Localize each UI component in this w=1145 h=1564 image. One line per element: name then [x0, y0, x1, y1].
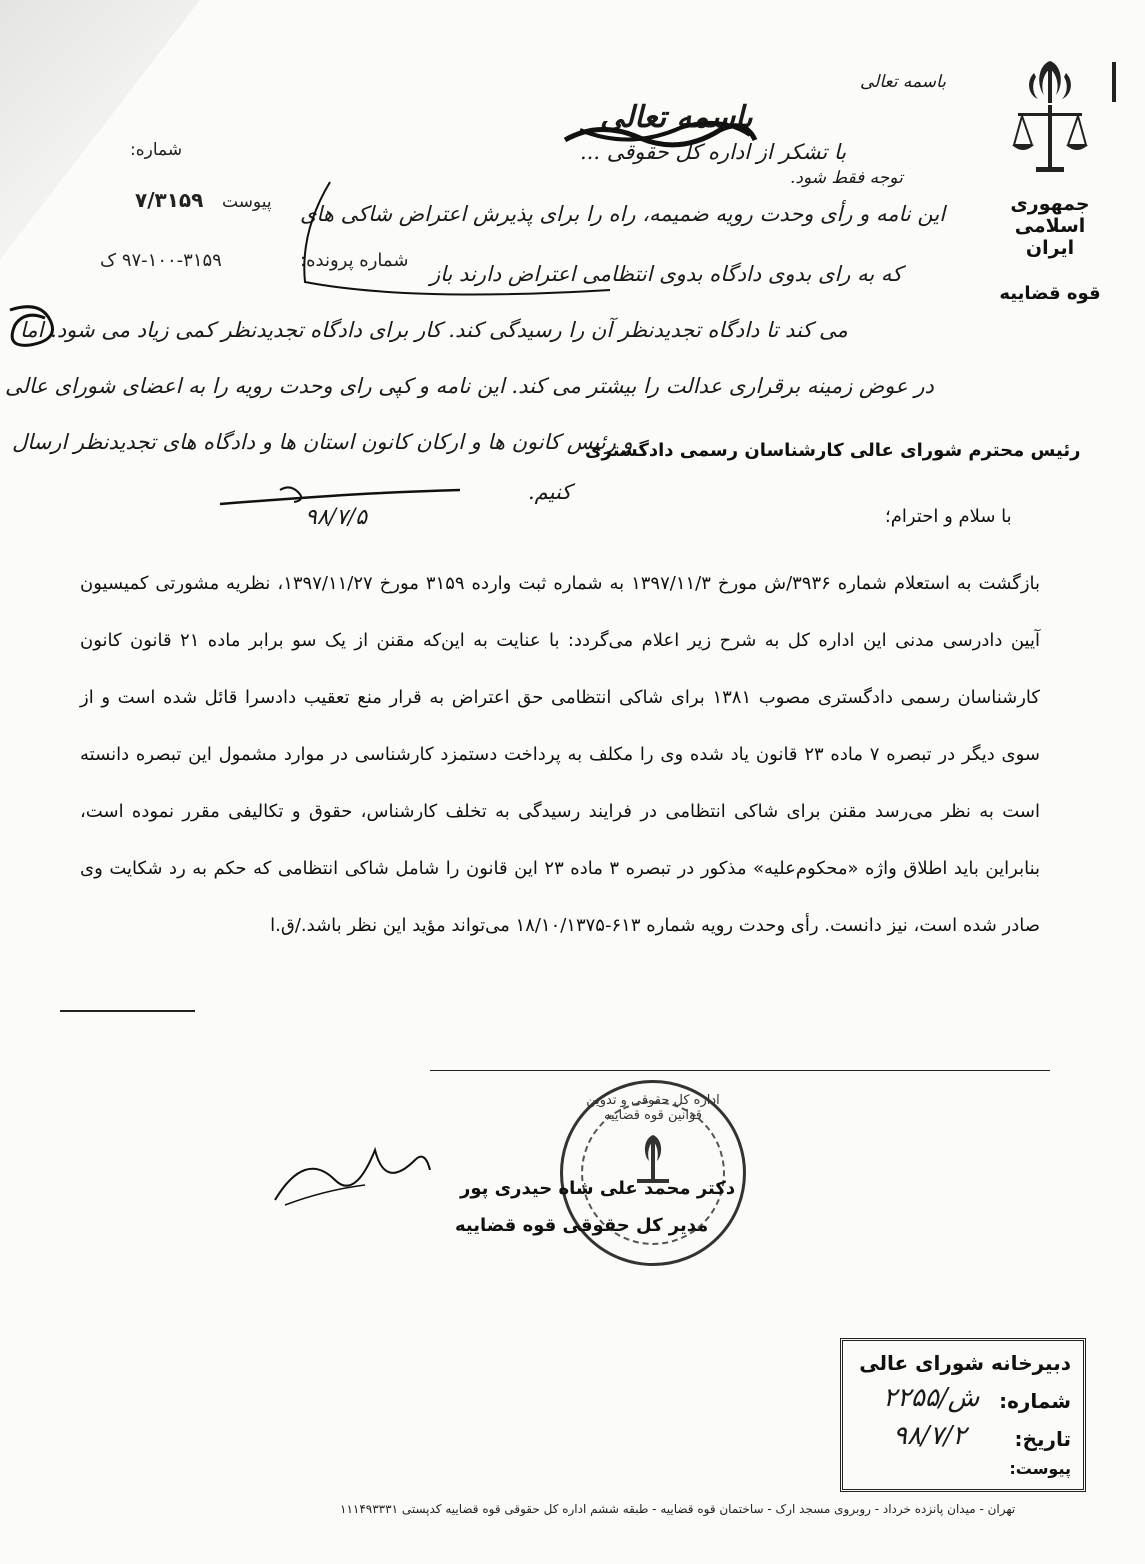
- greeting: با سلام و احترام؛: [885, 506, 1012, 527]
- handwritten-line-2: این نامه و رأی وحدت رویه ضمیمه، راه را برای پذیرش اعتراض شاکی های: [300, 202, 946, 226]
- org-name: قوه قضاییه: [999, 283, 1101, 304]
- handwritten-line-6: و رئیس کانون ها و ارکان کانون استان ها و دادگاه های تجدیدنظر ارسال: [12, 430, 633, 454]
- underline-mark: [60, 1010, 195, 1012]
- body-paragraph: بازگشت به استعلام شماره ۳۹۳۶/ش مورخ ۱۳۹۷/۱۱/۳ به شماره ثبت وارده ۳۱۵۹ مورخ ۱۳۹۷/۱۱/۲۷، نظریه مشورتی کمیسیون آیین دادرسی مدنی این اداره کل به شرح زیر اعلام می‌گردد: با عنایت به این‌که مقنن از یک سو برابر ماده ۲۱ قانون کانون کارشناسان رسمی دادگستری مصوب ۱۳۸۱ برای شاکی انتظامی حق اعتراض به قرار منع تعقیب دادسرا قائل شده است و از سوی دیگر در تبصره ۷ ماده ۲۳ قانون یاد شده وی را مکلف به پرداخت دستمزد کارشناسی در موارد مشمول این تبصره دانسته است به نظر می‌رسد مقنن برای شاکی انتظامی در فرایند رسیدگی به تخلف کارشناس، حقوق و تکالیفی مقرر نموده است، بنابراین باید اطلاق واژه «محکوم‌علیه» مذکور در تبصره ۳ ماده ۲۳ این قانون را شامل شاکی انتظامی که حکم به رد شکایت وی صادر شده است، نیز دانست. رأی وحدت رویه شماره ۶۱۳-۱۸/۱۰/۱۳۷۵ می‌تواند مؤید این نظر باشد./ق.ا: [80, 573, 1041, 936]
- case-number-value: ۹۷-۱۰۰-۳۱۵۹ ک: [100, 250, 222, 271]
- registry-heading: دبیرخانه شورای عالی: [859, 1351, 1071, 1375]
- signer-title: مدیر کل حقوقی قوه قضاییه: [455, 1215, 709, 1236]
- handwritten-heading: باسمه تعالی: [600, 100, 753, 135]
- footer-address: تهران - میدان پانزده خرداد - روبروی مسجد ارک - ساختمان قوه قضاییه - طبقه ششم اداره کل حقوقی قوه قضاییه کدپستی ۱۱۱۴۹۳۳۳۱: [340, 1502, 1016, 1516]
- body-text: [80, 555, 1040, 954]
- handwritten-invocation: باسمه تعالی: [860, 72, 946, 92]
- crossed-out-scribble: [560, 110, 760, 170]
- handwritten-date: ۹۸/۷/۵: [305, 505, 368, 530]
- handwritten-thanks: با تشکر از اداره کل حقوقی ...: [580, 140, 847, 164]
- official-stamp: [560, 1080, 746, 1266]
- registry-number-label: شماره:: [999, 1389, 1071, 1413]
- side-mark: [1112, 62, 1116, 102]
- addressee: رئیس محترم شورای عالی کارشناسان رسمی دادگستری: [585, 440, 1081, 461]
- registry-stamp: [840, 1338, 1086, 1492]
- registry-attachment-label: پیوست:: [1009, 1459, 1071, 1478]
- registry-date-value: ۹۸/۷/۲: [893, 1421, 967, 1451]
- handwritten-line-3: که به رای بدوی دادگاه بدوی انتظامی اعتراض دارند باز: [430, 262, 903, 286]
- stamp-text: اداره کل حقوقی و تدوین قوانین قوه قضاییه: [586, 1093, 720, 1123]
- folded-corner: [0, 0, 200, 260]
- handwritten-line-4: می کند تا دادگاه تجدیدنظر آن را رسیدگی کند. کار برای دادگاه تجدیدنظر کمی زیاد می شود. اما: [20, 318, 848, 342]
- handwritten-line-7: کنیم.: [528, 480, 572, 504]
- case-number-label: شماره پرونده:: [300, 250, 409, 271]
- emblem-icon: [1010, 55, 1090, 185]
- letterhead: [990, 55, 1110, 304]
- attachment-label: پیوست: [222, 192, 272, 212]
- state-name: جمهوری اسلامی ایران: [1010, 193, 1090, 259]
- registry-date-label: تاریخ:: [1014, 1427, 1071, 1451]
- number-label: شماره:: [130, 140, 183, 160]
- registry-number-value: ۲۲۵۵/ش: [883, 1383, 980, 1413]
- handwritten-thanks-b: توجه فقط شود.: [790, 168, 903, 188]
- number-value: ۷/۳۱۵۹: [135, 188, 204, 212]
- handwritten-signature-stroke: [210, 482, 470, 522]
- scribble-mark: [0, 300, 70, 360]
- handwritten-bracket: [290, 172, 620, 312]
- signature-scribble: [265, 1130, 435, 1220]
- handwritten-line-5: در عوض زمینه برقراری عدالت را بیشتر می کند. این نامه و کپی رای وحدت رویه را به اعضای شورای عالی: [5, 374, 934, 398]
- signer-name: دکتر محمد علی شاه حیدری پور: [460, 1178, 736, 1199]
- underline-rule: [430, 1070, 1050, 1071]
